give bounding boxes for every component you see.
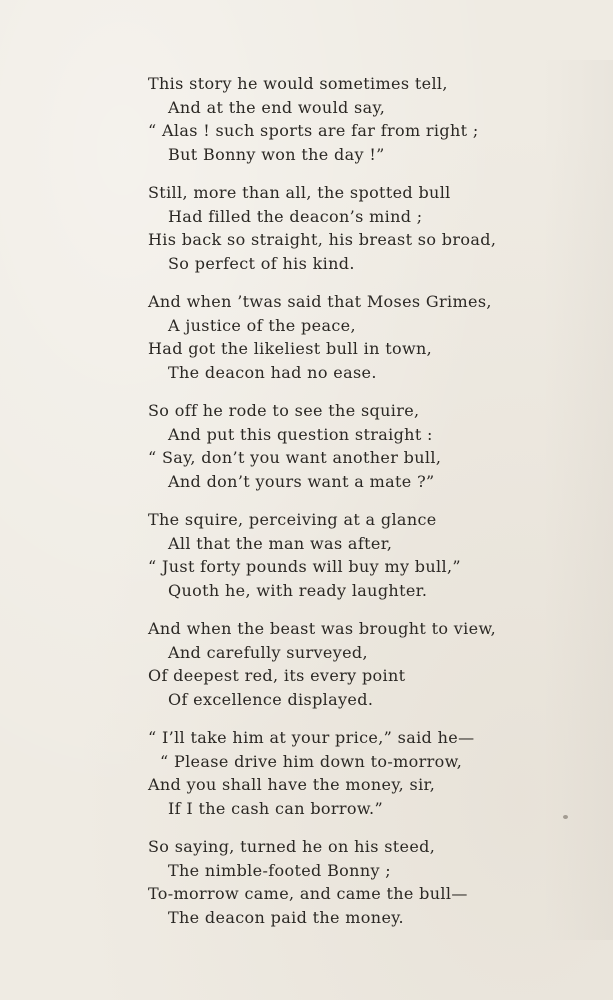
poem-line: Quoth he, with ready laughter.	[168, 580, 428, 600]
poem-line: And don’t yours want a mate ?”	[168, 471, 435, 491]
poem-line: And put this question straight :	[168, 424, 433, 444]
poem-line: Had filled the deacon’s mind ;	[168, 206, 423, 226]
poem-line: “ Alas ! such sports are far from right ;	[148, 121, 479, 140]
poem-line: Of excellence displayed.	[168, 689, 374, 709]
stanza	[0, 399, 613, 493]
poem-line: So off he rode to see the squire,	[148, 401, 420, 420]
poem-line: The deacon paid the money.	[168, 907, 404, 927]
poem-line: So saying, turned he on his steed,	[148, 837, 436, 856]
poem-line: And you shall have the money, sir,	[148, 775, 436, 794]
poem-line: And carefully surveyed,	[168, 642, 368, 662]
poem-line: The deacon had no ease.	[168, 362, 377, 382]
poem-line: If I the cash can borrow.”	[168, 798, 383, 818]
poem-line: Of deepest red, its every point	[148, 666, 406, 685]
poem-line: Had got the likeliest bull in town,	[148, 339, 433, 358]
stanza	[0, 72, 613, 166]
poem-line: But Bonny won the day !”	[168, 144, 385, 164]
poem-line: So perfect of his kind.	[168, 253, 355, 273]
stanza	[0, 617, 613, 711]
poem-line: And when the beast was brought to view,	[148, 619, 497, 638]
stanza	[0, 726, 613, 820]
poem-line: Still, more than all, the spotted bull	[148, 183, 451, 202]
stanza	[0, 290, 613, 384]
poem-line: To-morrow came, and came the bull—	[148, 884, 468, 903]
poem-line: And when ’twas said that Moses Grimes,	[148, 292, 492, 311]
poem-line: All that the man was after,	[168, 533, 393, 553]
poem	[0, 72, 613, 944]
poem-line: The nimble-footed Bonny ;	[168, 860, 392, 880]
stanza	[0, 508, 613, 602]
poem-line: “ I’ll take him at your price,” said he—	[148, 728, 475, 747]
poem-line: “ Please drive him down to-morrow,	[160, 751, 463, 771]
poem-line: The squire, perceiving at a glance	[148, 510, 437, 529]
poem-line: A justice of the peace,	[168, 315, 356, 335]
poem-line: “ Say, don’t you want another bull,	[148, 448, 442, 467]
poem-line: His back so straight, his breast so broad,	[148, 230, 497, 249]
poem-line: And at the end would say,	[168, 97, 386, 117]
poem-line: “ Just forty pounds will buy my bull,”	[148, 557, 461, 576]
stanza	[0, 835, 613, 929]
stanza	[0, 181, 613, 275]
paper-speck	[563, 815, 568, 819]
poem-line: This story he would sometimes tell,	[148, 74, 448, 93]
